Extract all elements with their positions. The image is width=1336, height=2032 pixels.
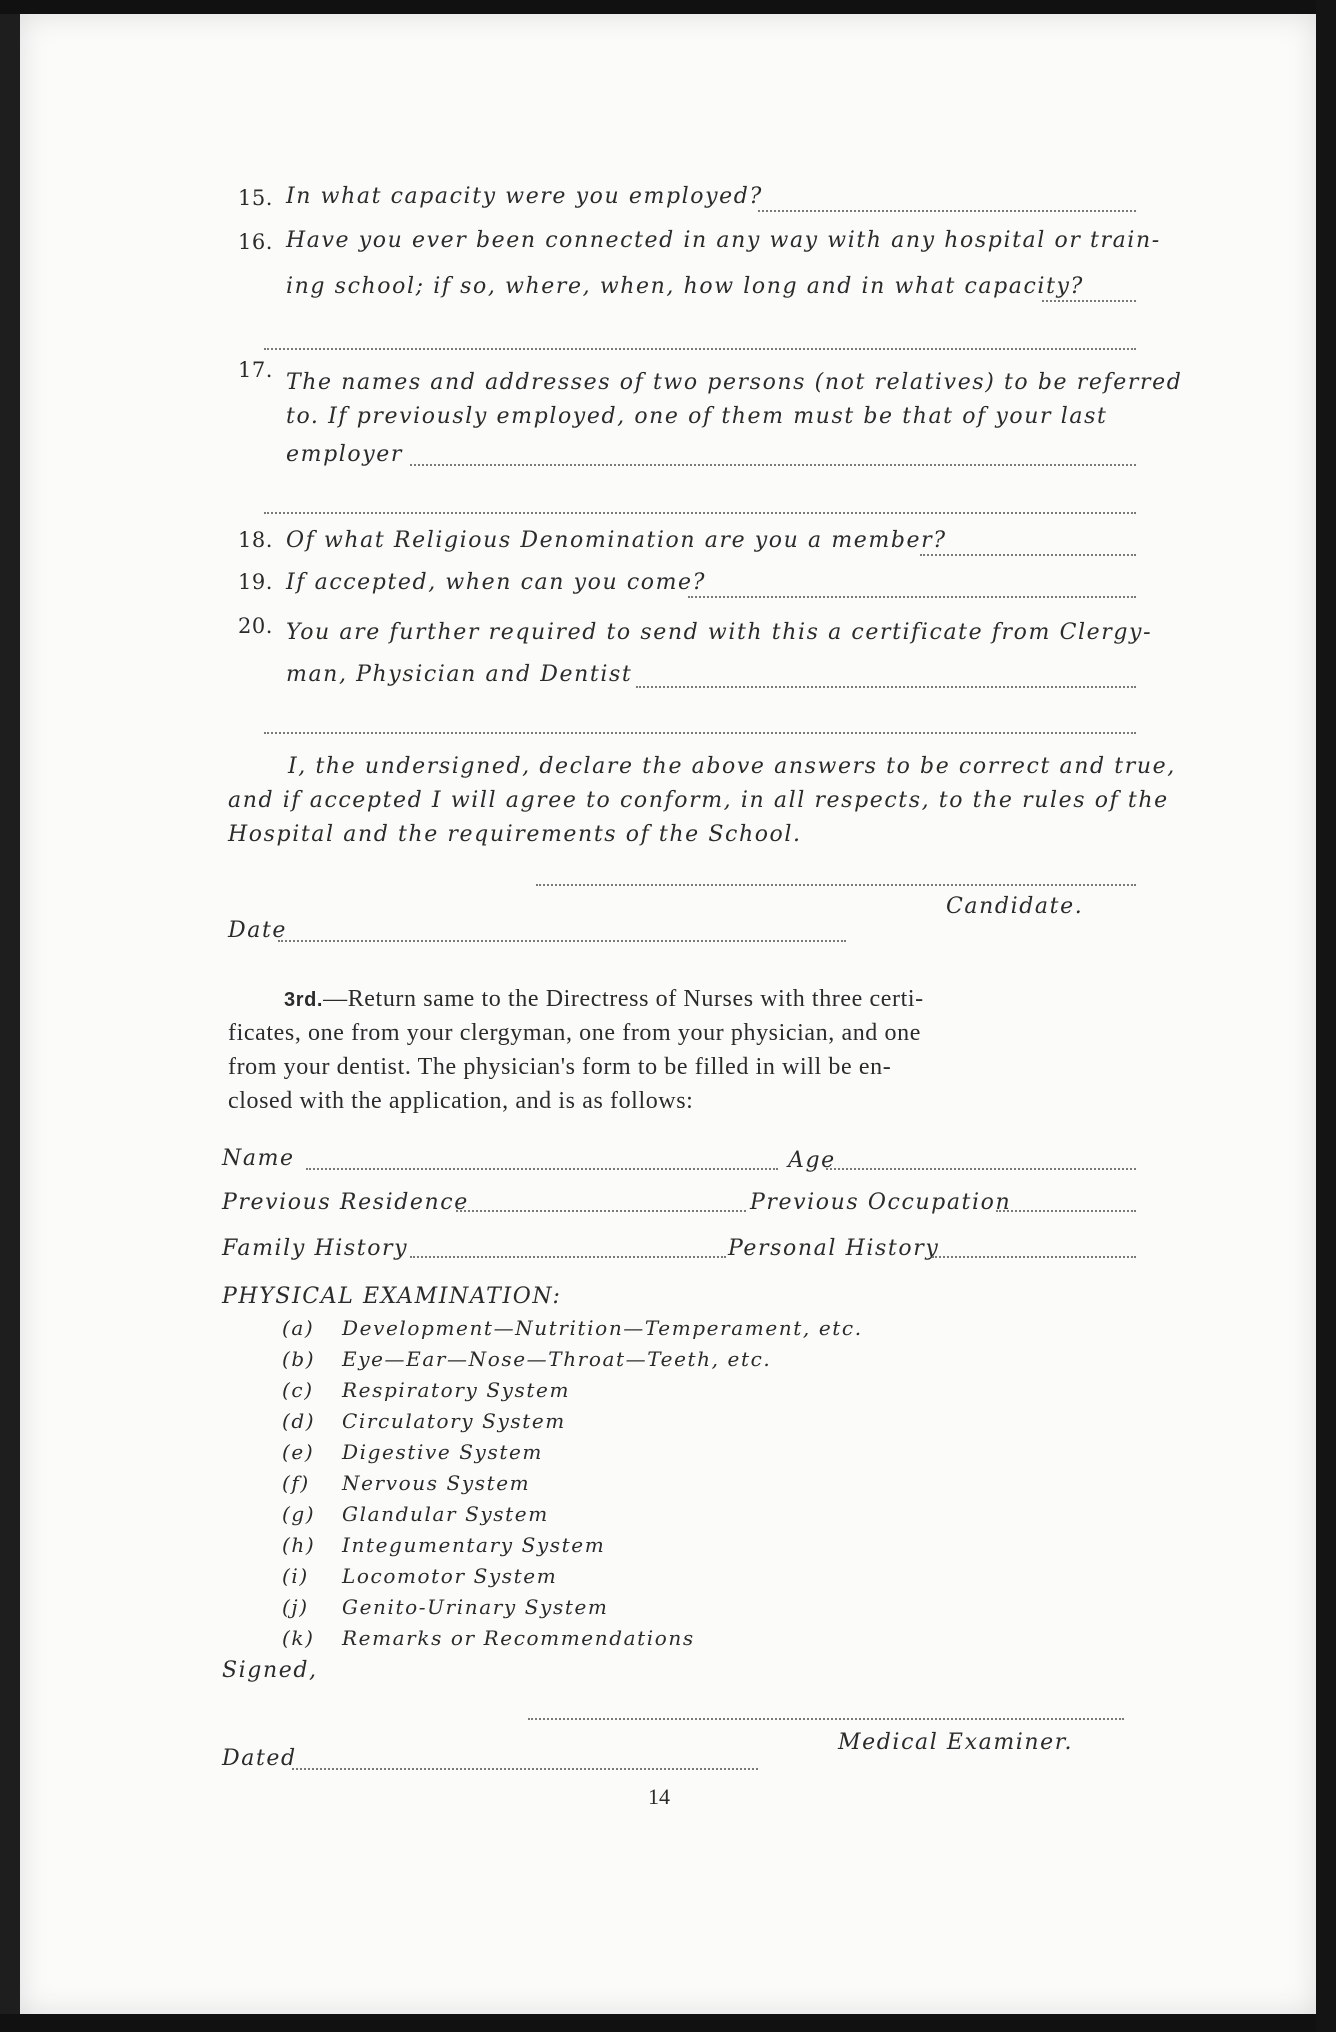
- question-text: Of what Religious Denomination are you a member?: [286, 528, 947, 553]
- answer-line: [264, 512, 1136, 514]
- answer-line: [758, 210, 1136, 212]
- instruction-text: ficates, one from your clergyman, one from your physician, and one: [228, 1020, 921, 1046]
- question-number: 19.: [238, 570, 273, 594]
- candidate-signature-line: [536, 884, 1136, 886]
- previous-residence-line: [456, 1210, 746, 1212]
- exam-item: (e) Digestive System: [282, 1440, 543, 1464]
- declaration-text: Hospital and the requirements of the School.: [228, 822, 802, 847]
- question-number: 17.: [238, 358, 273, 382]
- answer-line: [1042, 300, 1136, 302]
- exam-item: (g) Glandular System: [282, 1502, 549, 1526]
- answer-line: [688, 596, 1136, 598]
- instruction-text: 3rd.—Return same to the Directress of Nurses with three certi-: [284, 986, 924, 1012]
- exam-item: (f) Nervous System: [282, 1471, 531, 1495]
- answer-line: [636, 686, 1136, 688]
- declaration-text: and if accepted I will agree to conform, in all respects, to the rules of the: [228, 788, 1169, 813]
- scan-bottom-edge: [0, 2014, 1336, 2032]
- instruction-text: from your dentist. The physician's form to be filled in will be en-: [228, 1054, 892, 1080]
- question-number: 15.: [238, 186, 273, 210]
- exam-item: (h) Integumentary System: [282, 1533, 606, 1557]
- personal-history-line: [932, 1256, 1136, 1258]
- question-text: If accepted, when can you come?: [286, 570, 707, 595]
- exam-item: (b) Eye—Ear—Nose—Throat—Teeth, etc.: [282, 1347, 772, 1371]
- name-field-line: [306, 1168, 778, 1170]
- examiner-label: Medical Examiner.: [838, 1730, 1074, 1755]
- dated-line: [292, 1768, 758, 1770]
- date-line: [278, 940, 846, 942]
- field-label-previous-residence: Previous Residence: [222, 1190, 469, 1215]
- page-number: 14: [648, 1784, 670, 1809]
- instruction-lead: 3rd.: [284, 989, 324, 1011]
- exam-item: (d) Circulatory System: [282, 1409, 566, 1433]
- question-text: Have you ever been connected in any way with any hospital or train-: [286, 228, 1161, 253]
- exam-item: (j) Genito-Urinary System: [282, 1595, 609, 1619]
- dated-label: Dated: [222, 1746, 297, 1771]
- answer-line: [264, 732, 1136, 734]
- question-text: In what capacity were you employed?: [286, 184, 763, 209]
- examiner-signature-line: [528, 1718, 1124, 1720]
- scan-top-edge: [0, 0, 1336, 14]
- question-number: 16.: [238, 230, 273, 254]
- question-text: You are further required to send with this a certificate from Clergy-: [286, 620, 1153, 645]
- exam-item: (c) Respiratory System: [282, 1378, 571, 1402]
- question-number: 18.: [238, 528, 273, 552]
- previous-occupation-line: [996, 1210, 1136, 1212]
- answer-line: [920, 554, 1136, 556]
- exam-item: (a) Development—Nutrition—Temperament, etc.: [282, 1316, 863, 1340]
- exam-heading: PHYSICAL EXAMINATION:: [222, 1284, 562, 1309]
- declaration-text: I, the undersigned, declare the above answers to be correct and true,: [288, 754, 1176, 779]
- field-label-personal-history: Personal History: [728, 1236, 940, 1261]
- question-text: ing school; if so, where, when, how long and in what capacity?: [286, 274, 1084, 299]
- field-label-previous-occupation: Previous Occupation: [750, 1190, 1012, 1215]
- signed-label: Signed,: [222, 1658, 318, 1683]
- instruction-text: closed with the application, and is as follows:: [228, 1088, 694, 1114]
- question-text: man, Physician and Dentist: [286, 662, 633, 687]
- question-text: to. If previously employed, one of them must be that of your last: [286, 404, 1108, 429]
- answer-line: [410, 464, 1136, 466]
- age-field-line: [826, 1168, 1136, 1170]
- candidate-label: Candidate.: [946, 894, 1084, 919]
- date-label: Date: [228, 918, 288, 943]
- field-label-name: Name: [222, 1146, 295, 1171]
- question-text: The names and addresses of two persons (not relatives) to be referred: [286, 370, 1183, 395]
- family-history-line: [410, 1256, 726, 1258]
- document-page: [20, 14, 1316, 2014]
- question-number: 20.: [238, 614, 273, 638]
- answer-line: [264, 348, 1136, 350]
- field-label-age: Age: [788, 1148, 836, 1173]
- scan-right-edge: [1316, 0, 1336, 2032]
- exam-item: (i) Locomotor System: [282, 1564, 558, 1588]
- question-text: employer: [286, 442, 404, 467]
- field-label-family-history: Family History: [222, 1236, 409, 1261]
- exam-item: (k) Remarks or Recommendations: [282, 1626, 695, 1650]
